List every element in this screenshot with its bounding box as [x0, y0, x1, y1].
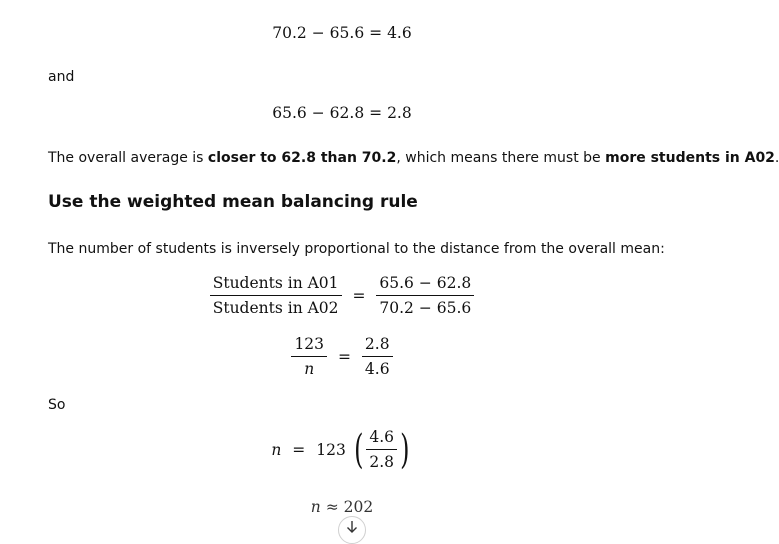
equation-solve-n: n = 123 ( $\frac{4.6}{2.8}$ )	[271, 426, 410, 473]
scroll-down-button[interactable]	[338, 516, 366, 544]
equation-difference-2: 65.6 − 62.8 = 2.8	[272, 104, 412, 122]
and-label: and	[48, 69, 75, 85]
arrow-down-icon	[345, 519, 359, 538]
equation-substituted: $\frac{123}{n}$ = $\frac{2.8}{4.6}$	[0, 335, 684, 378]
bold-phrase-more-students: more students in A02	[605, 150, 775, 166]
bold-phrase-closer: closer to 62.8 than 70.2	[207, 150, 397, 166]
fraction-distances: $\frac{65.6 - 62.8}{70.2 - 65.6}$	[376, 274, 474, 317]
equation-ratio: $\frac{\text{Students in A01}}{\text{Students in A02}}$ = $\frac{65.6 - 62.8}{70.2 - 65.6}$	[0, 274, 684, 317]
fraction-4-6-over-2-8: $\frac{4.6}{2.8}$	[366, 428, 397, 471]
right-paren: )	[400, 426, 410, 473]
so-label: So	[48, 397, 66, 413]
conclusion-paragraph: The overall average is closer to 62.8 than 70.2, which means there must be more students in A02.	[48, 150, 779, 166]
fraction-values: $\frac{2.8}{4.6}$	[362, 335, 393, 378]
left-paren: (	[353, 426, 364, 473]
equation-result: n ≈ 202	[310, 498, 374, 516]
explanation-paragraph: The number of students is inversely proportional to the distance from the overall mean:	[48, 241, 665, 257]
equation-difference-1: 70.2 − 65.6 = 4.6	[272, 24, 412, 42]
fraction-students: $\frac{\text{Students in A01}}{\text{Students in A02}}$	[210, 274, 342, 317]
section-heading: Use the weighted mean balancing rule	[48, 192, 418, 212]
fraction-123-over-n: $\frac{123}{n}$	[291, 335, 327, 378]
